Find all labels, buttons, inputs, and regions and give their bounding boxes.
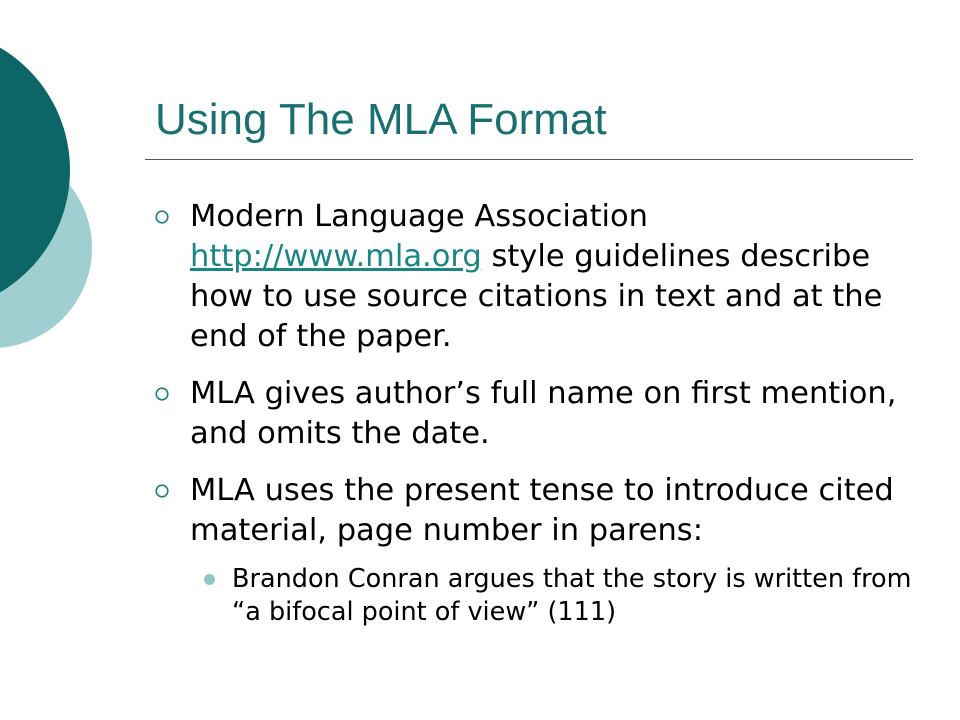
filled-dot-bullet-icon <box>204 574 215 585</box>
bullet-item-present-tense <box>155 471 915 629</box>
bullet-text-lead: Modern Language Association <box>190 199 649 234</box>
bullet-list <box>155 197 915 646</box>
slide-title: Using The MLA Format <box>155 95 607 144</box>
decorative-circles <box>0 0 120 720</box>
bullet-item-author-name <box>155 374 915 454</box>
mla-website-link[interactable]: http://www.mla.org <box>190 239 482 274</box>
bullet-text-rest: style guidelines describe how to use source citations in text and at the end of the paper. <box>190 239 883 354</box>
hollow-circle-bullet-icon <box>155 210 169 224</box>
hollow-circle-bullet-icon <box>155 387 169 401</box>
bullet-text: MLA gives author’s full name on first mention, and omits the date. <box>190 376 897 451</box>
hollow-circle-bullet-icon <box>155 484 169 498</box>
bullet-text: MLA uses the present tense to introduce cited material, page number in parens: <box>190 473 894 548</box>
bullet-item-mla-association <box>155 197 915 357</box>
sub-bullet-list <box>190 563 915 629</box>
sub-bullet-item-example <box>190 563 915 629</box>
title-divider <box>145 159 913 160</box>
sub-bullet-text: Brandon Conran argues that the story is written from “a bifocal point of view” (111) <box>232 564 912 627</box>
